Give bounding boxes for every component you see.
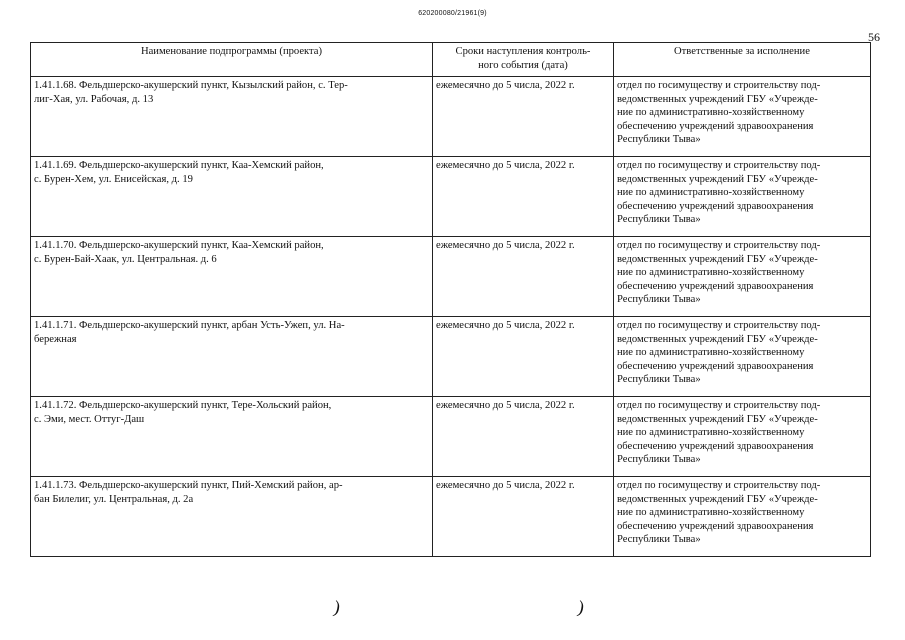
cell-subprogram-name: 1.41.1.72. Фельдшерско-акушерский пункт, Тере-Хольский район, с. Эми, мест. Оттуг-Даш <box>31 397 433 477</box>
cell-subprogram-name: 1.41.1.69. Фельдшерско-акушерский пункт, Каа-Хемский район, с. Бурен-Хем, ул. Енисейская, д. 19 <box>31 157 433 237</box>
cell-event-deadline: ежемесячно до 5 числа, 2022 г. <box>433 157 614 237</box>
table-row <box>31 317 871 397</box>
cell-subprogram-name: 1.41.1.71. Фельдшерско-акушерский пункт, арбан Усть-Ужеп, ул. На- бережная <box>31 317 433 397</box>
cell-subprogram-name: 1.41.1.68. Фельдшерско-акушерский пункт, Кызылский район, с. Тер- лиг-Хая, ул. Рабочая, д. 13 <box>31 77 433 157</box>
cell-event-deadline: ежемесячно до 5 числа, 2022 г. <box>433 77 614 157</box>
header-event-deadline: Сроки наступления контроль- ного события (дата) <box>433 43 614 77</box>
cell-responsible: отдел по госимуществу и строительству под- ведомственных учреждений ГБУ «Учрежде- ние по административно-хозяйственному обеспечению учреждений здравоохранения Республики Тыва» <box>613 77 870 157</box>
cell-event-deadline: ежемесячно до 5 числа, 2022 г. <box>433 477 614 557</box>
cell-responsible: отдел по госимуществу и строительству под- ведомственных учреждений ГБУ «Учрежде- ние по административно-хозяйственному обеспечению учреждений здравоохранения Республики Тыва» <box>613 157 870 237</box>
table-row <box>31 477 871 557</box>
table-row <box>31 77 871 157</box>
document-code: 620200080/21961(9) <box>418 10 487 17</box>
page-number: 56 <box>868 30 880 44</box>
table-row <box>31 157 871 237</box>
cell-responsible: отдел по госимуществу и строительству под- ведомственных учреждений ГБУ «Учрежде- ние по административно-хозяйственному обеспечению учреждений здравоохранения Республики Тыва» <box>613 477 870 557</box>
cell-subprogram-name: 1.41.1.70. Фельдшерско-акушерский пункт, Каа-Хемский район, с. Бурен-Бай-Хаак, ул. Центральная. д. 6 <box>31 237 433 317</box>
cell-event-deadline: ежемесячно до 5 числа, 2022 г. <box>433 397 614 477</box>
table-header-row <box>31 43 871 77</box>
header-responsible: Ответственные за исполнение <box>613 43 870 77</box>
table-body <box>31 77 871 557</box>
handwritten-mark-left: ) <box>331 596 343 618</box>
table-row <box>31 397 871 477</box>
handwritten-mark-right: ) <box>575 596 587 618</box>
cell-responsible: отдел по госимуществу и строительству под- ведомственных учреждений ГБУ «Учрежде- ние по административно-хозяйственному обеспечению учреждений здравоохранения Республики Тыва» <box>613 317 870 397</box>
table-row <box>31 237 871 317</box>
cell-responsible: отдел по госимуществу и строительству под- ведомственных учреждений ГБУ «Учрежде- ние по административно-хозяйственному обеспечению учреждений здравоохранения Республики Тыва» <box>613 397 870 477</box>
cell-event-deadline: ежемесячно до 5 числа, 2022 г. <box>433 237 614 317</box>
cell-responsible: отдел по госимуществу и строительству под- ведомственных учреждений ГБУ «Учрежде- ние по административно-хозяйственному обеспечению учреждений здравоохранения Республики Тыва» <box>613 237 870 317</box>
cell-event-deadline: ежемесячно до 5 числа, 2022 г. <box>433 317 614 397</box>
cell-subprogram-name: 1.41.1.73. Фельдшерско-акушерский пункт, Пий-Хемский район, ар- бан Билелиг, ул. Центральная, д. 2а <box>31 477 433 557</box>
control-events-table <box>30 42 871 557</box>
header-subprogram-name: Наименование подпрограммы (проекта) <box>31 43 433 77</box>
